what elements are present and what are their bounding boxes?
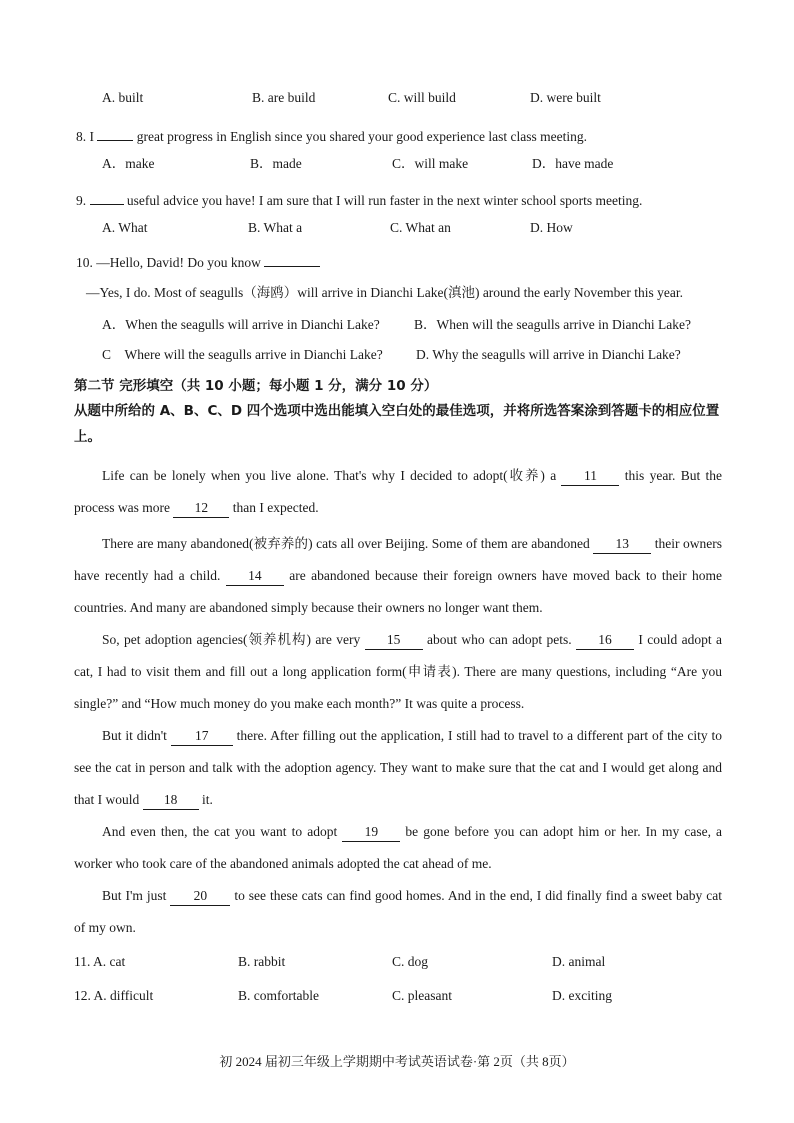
q10-options-cd	[0, 343, 794, 367]
q12-option-c: C. pleasant	[392, 988, 452, 1003]
q9-text: useful advice you have! I am sure that I will run faster in the next winter school sports meeting.	[126, 193, 643, 208]
section-title: 第二节 完形填空（共 10 小题；每小题 1 分，满分 10 分）	[74, 378, 438, 394]
blank-12: 12	[173, 499, 229, 518]
passage-text: there. After filling out the application, I still had to travel to a different part of the city to see the cat in person and talk with the adoption agency. They want to make sure that the cat and I would get along and that I would	[74, 728, 723, 807]
q10-line1: 10. —Hello, David! Do you know	[76, 255, 261, 270]
q10-reply	[0, 281, 794, 305]
q10-option-c: C Where will the seagulls arrive in Dianchi Lake?	[102, 347, 383, 362]
q8-option-b: B．made	[250, 156, 302, 171]
passage-text: So, pet adoption agencies(领养机构) are very	[102, 632, 361, 647]
passage-paragraph-2	[74, 528, 722, 624]
q8-number: 8. I	[76, 129, 94, 144]
q11-option-d: D. animal	[552, 954, 606, 969]
q8-option-c: C．will make	[392, 156, 469, 171]
passage-text: to see these cats can find good homes. And in the end, I did finally find a sweet baby cat of my own.	[74, 888, 722, 935]
q9-options	[0, 216, 794, 240]
passage-text: There are many abandoned(被弃养的) cats all over Beijing. Some of them are abandoned	[102, 536, 590, 551]
passage-paragraph-1	[74, 460, 722, 524]
q12-option-b: B. comfortable	[238, 988, 319, 1003]
blank-16: 16	[576, 631, 634, 650]
blank-18: 18	[143, 791, 199, 810]
q9-option-a: A. What	[102, 220, 148, 235]
q7-option-b: B. are build	[252, 90, 316, 105]
q10-blank	[264, 248, 320, 267]
blank-17: 17	[171, 727, 233, 746]
q11-option-c: C. dog	[392, 954, 429, 969]
q9-option-b: B. What a	[248, 220, 303, 235]
blank-11: 11	[561, 467, 619, 486]
q9-number: 9.	[76, 193, 87, 208]
passage-text: than I expected.	[232, 500, 319, 515]
q10-option-d: D. Why the seagulls will arrive in Dianchi Lake?	[416, 347, 681, 362]
q12-options	[0, 984, 794, 1008]
passage-text: this year. But the process was more	[74, 468, 723, 515]
page-footer: 初 2024 届初三年级上学期期中考试英语试卷·第 2页（共 8页）	[219, 1054, 575, 1069]
passage-text: are abandoned because their foreign owners have moved back to their home countries. And many are abandoned simply because their owners no longer want them.	[74, 568, 722, 615]
passage-text: Life can be lonely when you live alone. That's why I decided to adopt(收养) a	[102, 468, 557, 483]
q9-option-c: C. What an	[390, 220, 451, 235]
blank-19: 19	[342, 823, 400, 842]
q11-option-b: B. rabbit	[238, 954, 286, 969]
q9-option-d: D. How	[530, 220, 573, 235]
passage-text: their owners have recently had a child.	[74, 536, 723, 583]
passage-paragraph-4	[74, 720, 722, 816]
passage-text: But I'm just	[102, 888, 167, 903]
passage-text: it.	[202, 792, 213, 807]
q7-options	[0, 86, 794, 110]
q7-option-a: A. built	[102, 90, 144, 105]
passage-text: And even then, the cat you want to adopt	[102, 824, 338, 839]
q8-option-a: A．make	[102, 156, 155, 171]
q8-text: great progress in English since you shared your good experience last class meeting.	[136, 129, 587, 144]
q7-option-d: D. were built	[530, 90, 601, 105]
section-instruction: 从题中所给的 A、B、C、D 四个选项中选出能填入空白处的最佳选项，并将所选答案涂到答题卡的相应位置上。	[74, 403, 720, 445]
blank-20: 20	[170, 887, 230, 906]
q10-stem	[0, 248, 794, 272]
q8-option-d: D．have made	[532, 156, 614, 171]
q8-options	[0, 152, 794, 176]
blank-13: 13	[593, 535, 651, 554]
passage-paragraph-3	[74, 624, 722, 720]
passage-text: be gone before you can adopt him or her. In my case, a worker who took care of the abandoned animals adopted the cat ahead of me.	[74, 824, 723, 871]
q8-stem	[0, 122, 794, 146]
blank-14: 14	[226, 567, 284, 586]
q10-option-a: A．When the seagulls will arrive in Dianchi Lake?	[102, 317, 380, 332]
q9-stem	[0, 186, 794, 210]
passage-text: I could adopt a cat, I had to visit them and fill out a long application form(申请表). There are many questions, including “Are you single?” and “How much money do you make each month?” It was quite a process.	[74, 632, 723, 711]
q10-option-b: B．When will the seagulls arrive in Dianchi Lake?	[414, 317, 692, 332]
passage-paragraph-6	[74, 880, 722, 944]
q10-options-ab	[0, 313, 794, 337]
q11-option-a: 11. A. cat	[74, 954, 126, 969]
q7-option-c: C. will build	[388, 90, 456, 105]
q12-option-d: D. exciting	[552, 988, 612, 1003]
passage-paragraph-5	[74, 816, 722, 880]
passage-text: But it didn't	[102, 728, 167, 743]
q11-options	[0, 950, 794, 974]
q9-blank	[90, 186, 124, 205]
q10-line2: —Yes, I do. Most of seagulls（海鸥）will arrive in Dianchi Lake(滇池) around the early November this year.	[86, 285, 683, 300]
q12-option-a: 12. A. difficult	[74, 988, 154, 1003]
q8-blank	[97, 122, 133, 141]
passage-text: about who can adopt pets.	[427, 632, 572, 647]
blank-15: 15	[365, 631, 423, 650]
